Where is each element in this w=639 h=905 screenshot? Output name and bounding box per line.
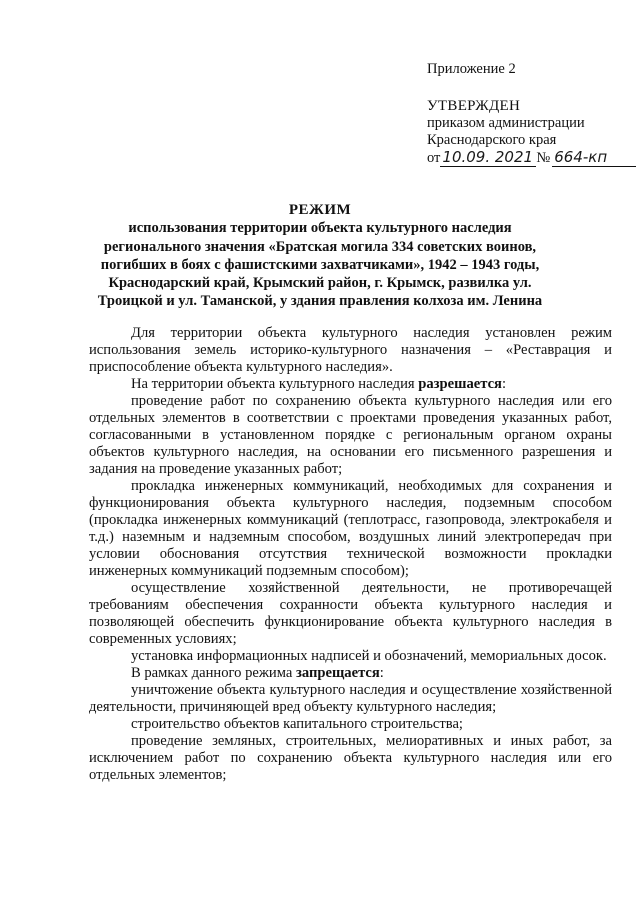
title-heading: РЕЖИМ bbox=[288, 202, 352, 218]
approved-label: УТВЕРЖДЕН bbox=[427, 98, 521, 114]
handwritten-number: 664-кп bbox=[552, 149, 636, 167]
order-line bbox=[427, 149, 627, 167]
paragraph-earthworks: проведение земляных, строительных, мелиоративных и иных работ, за исключением работ по сохранению объекта культурного наследия или его отдельных элементов; bbox=[89, 733, 612, 783]
handwritten-date: 10.09. 2021 bbox=[440, 149, 536, 167]
approval-line-2: Краснодарского края bbox=[427, 132, 557, 148]
allowed-keyword: разрешается bbox=[418, 376, 502, 392]
paragraph-prohibited-intro bbox=[89, 665, 612, 682]
document-title bbox=[96, 201, 544, 311]
allowed-colon: : bbox=[501, 376, 506, 392]
paragraph-allowed-intro bbox=[89, 376, 612, 393]
paragraph-regime: Для территории объекта культурного наследия установлен режим использования земель историко-культурного назначения – «Реставрация и приспособление объекта культурного наследия». bbox=[89, 325, 612, 375]
paragraph-information-signs: установка информационных надписей и обозначений, мемориальных досок. bbox=[131, 648, 607, 664]
approval-block bbox=[427, 61, 627, 167]
allowed-intro-text: На территории объекта культурного наследия bbox=[131, 376, 419, 392]
title-subtitle: использования территории объекта культурного наследия регионального значения «Братская могила 334 советских воинов, погибших в боях с фашистскими захватчиками», 1942 – 1943 годы, Краснодарский край, Крымский район, г. Крымск, развилка ул. Троицкой и ул. Таманской, у здания правления колхоза им. Ленина bbox=[97, 220, 543, 310]
from-prefix: от bbox=[427, 150, 441, 166]
number-sign: № bbox=[536, 150, 551, 166]
prohibited-keyword: запрещается bbox=[296, 665, 380, 681]
paragraph-economic-activity: осуществление хозяйственной деятельности, не противоречащей требованиям обеспечения сохранности объекта культурного наследия и позволяющей обеспечить функционирование объекта культурного наследия в современных условиях; bbox=[89, 580, 612, 647]
document-body bbox=[89, 325, 612, 784]
paragraph-construction: строительство объектов капитального строительства; bbox=[131, 716, 463, 732]
paragraph-destruction: уничтожение объекта культурного наследия и осуществление хозяйственной деятельности, причиняющей вред объекту культурного наследия; bbox=[89, 682, 612, 715]
appendix-label: Приложение 2 bbox=[427, 61, 516, 77]
paragraph-engineering-utilities: прокладка инженерных коммуникаций, необходимых для сохранения и функционирования объекта культурного наследия, подземным способом (прокладка инженерных коммуникаций (теплотрасс, газопровода, электрокабеля и т.д.) наземным и надземным способом, воздушных линий электропередач при условии обоснования отсутствия технической возможности прокладки инженерных коммуникаций подземным способом); bbox=[89, 478, 612, 579]
prohibited-intro-text: В рамках данного режима bbox=[131, 665, 296, 681]
prohibited-colon: : bbox=[379, 665, 384, 681]
approval-line-1: приказом администрации bbox=[427, 115, 585, 131]
paragraph-preservation-works: проведение работ по сохранению объекта культурного наследия или его отдельных элементов в соответствии с проектами проведения указанных работ, согласованными в установленном порядке с региональным органом охраны объектов культурного наследия, на основании его письменного разрешения и задания на проведение указанных работ; bbox=[89, 393, 612, 477]
